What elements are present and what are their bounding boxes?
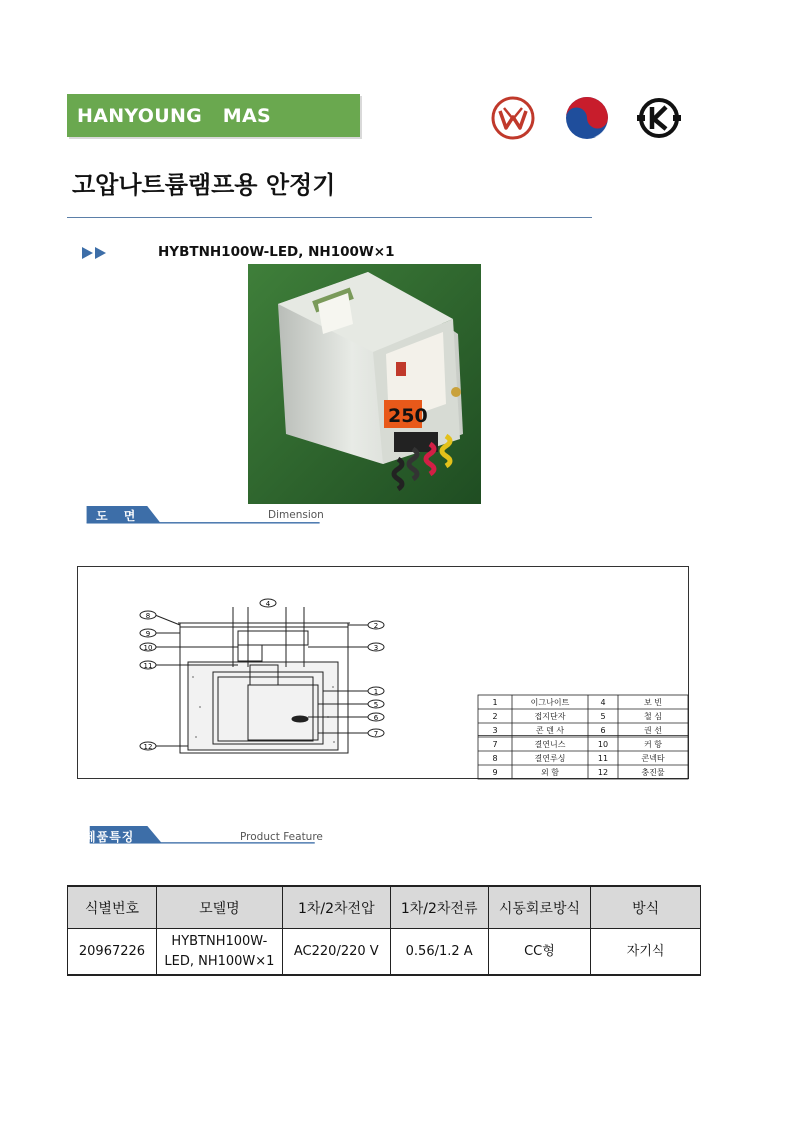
legend-cell: 7 — [492, 740, 498, 749]
legend-cell: 콘 덴 사 — [535, 726, 565, 735]
dimension-section-en: Dimension — [268, 509, 324, 521]
callout-8: 8 — [145, 612, 151, 620]
page-title: 고압나트륨램프용 안정기 — [72, 171, 336, 199]
legend-cell: 2 — [492, 712, 498, 721]
legend-cell: 12 — [597, 768, 609, 777]
callout-7: 7 — [373, 730, 379, 738]
feature-section-label: 제품특징 — [84, 830, 135, 844]
cell-voltage: AC220/220 V — [282, 929, 390, 976]
k-certification-logo — [636, 95, 682, 141]
header-current: 1차/2차전류 — [390, 886, 488, 929]
dimension-section-label: 도 면 — [96, 509, 142, 523]
table-row — [68, 929, 701, 976]
model-heading: HYBTNH100W-LED, NH100W×1 — [158, 244, 395, 260]
legend-cell: 10 — [597, 740, 609, 749]
header-voltage: 1차/2차전압 — [282, 886, 390, 929]
callout-3: 3 — [373, 644, 379, 652]
product-photo — [248, 264, 481, 504]
spec-table — [67, 885, 701, 976]
legend-cell: 이그나이트 — [530, 698, 570, 707]
legend-cell: 콘넥타 — [641, 754, 665, 763]
legend-cell: 권 선 — [644, 726, 662, 735]
legend-cell: 11 — [597, 754, 609, 763]
cell-model: HYBTNH100W-LED, NH100W×1 — [156, 929, 282, 976]
double-arrow-icon — [82, 246, 112, 260]
feature-section-en: Product Feature — [240, 831, 323, 843]
legend-cell: 5 — [600, 712, 606, 721]
callout-1: 1 — [373, 688, 379, 696]
legend-cell: 결연루싱 — [534, 754, 566, 763]
legend-cell: 커 항 — [644, 740, 662, 749]
legend-cell: 9 — [492, 768, 498, 777]
header-type: 방식 — [591, 886, 701, 929]
header-model: 모델명 — [156, 886, 282, 929]
callout-2: 2 — [373, 622, 379, 630]
legend-cell: 4 — [600, 698, 606, 707]
legend-cell: 철 심 — [644, 712, 662, 721]
dimension-drawing — [77, 566, 689, 779]
callout-6: 6 — [373, 714, 379, 722]
legend-cell: 충진물 — [641, 768, 665, 777]
photo-display-value: 250 — [388, 405, 428, 427]
cell-current: 0.56/1.2 A — [390, 929, 488, 976]
cell-start-circuit: CC형 — [488, 929, 591, 976]
brand-banner — [67, 94, 360, 137]
callout-12: 12 — [143, 743, 153, 751]
cell-type: 자기식 — [591, 929, 701, 976]
korea-taegeuk-logo — [564, 95, 610, 141]
kc-safety-logo — [490, 95, 536, 141]
header-id: 식별번호 — [68, 886, 157, 929]
callout-9: 9 — [145, 630, 151, 638]
legend-cell: 3 — [492, 726, 498, 735]
ballast-diagram — [78, 567, 690, 780]
title-divider — [67, 217, 592, 218]
header-start-circuit: 시동회로방식 — [488, 886, 591, 929]
legend-cell: 결연니스 — [534, 740, 566, 749]
legend-cell: 8 — [492, 754, 498, 763]
legend-cell: 접지단자 — [534, 712, 566, 721]
callout-5: 5 — [373, 701, 379, 709]
brand-name: HANYOUNG MAS — [77, 105, 272, 127]
legend-cell: 보 빈 — [644, 698, 662, 707]
legend-cell: 외 함 — [541, 768, 559, 777]
legend-cell: 1 — [492, 698, 498, 707]
spec-table-header-row — [68, 886, 701, 929]
callout-11: 11 — [143, 662, 153, 670]
callout-10: 10 — [143, 644, 153, 652]
callout-4: 4 — [265, 600, 271, 608]
legend-cell: 6 — [600, 726, 606, 735]
cell-id: 20967226 — [68, 929, 157, 976]
